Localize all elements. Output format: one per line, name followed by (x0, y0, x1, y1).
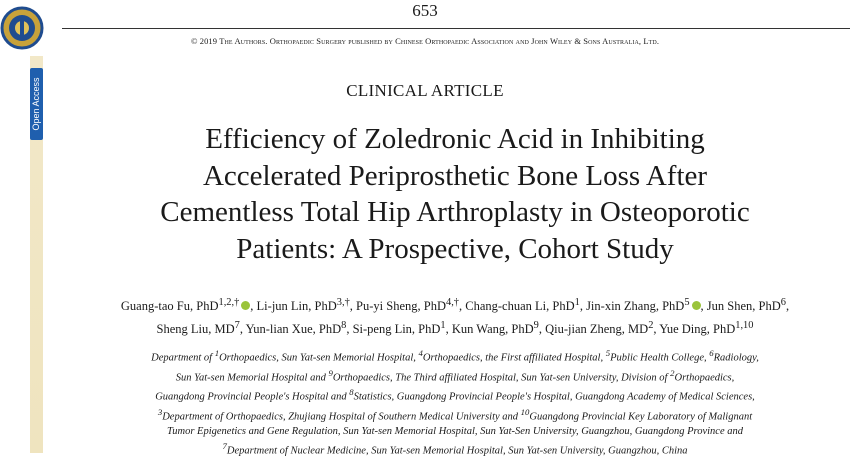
affiliation-text: Department of Nuclear Medicine, Sun Yat-sen Memorial Hospital, Sun Yat-sen University, Guangzhou, China (226, 445, 688, 457)
article-title (60, 121, 850, 267)
affiliation-line (60, 346, 850, 366)
author-name: , Li-jun Lin, PhD (250, 299, 337, 314)
affiliation-marker: 10 (520, 406, 530, 417)
affiliation-text: Department of Orthopaedics, Zhujiang Hospital of Southern Medical University and (162, 411, 521, 423)
article-type: CLINICAL ARTICLE (346, 81, 504, 100)
affiliation-text: Guangdong Provincial Key Laboratory of Malignant (529, 411, 753, 423)
affiliation-text: Statistics, Guangdong Provincial People's Hospital, Guangdong Academy of Medical Sciences, (353, 391, 755, 403)
affiliation-marker: 6 (709, 348, 714, 358)
author-separator: , (785, 299, 790, 314)
affiliation-marker: 3 (157, 406, 163, 417)
author-name: , Chang-chuan Li, PhD (459, 299, 575, 314)
title-line: Cementless Total Hip Arthroplasty in Osteoporotic (160, 196, 750, 228)
author-affiliation-marker: 9 (533, 320, 539, 332)
affiliation-text: Radiology, (713, 352, 759, 364)
copyright-line: © 2019 The Authors. Orthopaedic Surgery published by Chinese Orthopaedic Association and John Wiley & Sons Australia, Ltd. (190, 36, 660, 46)
author-affiliation-marker: 5 (684, 297, 690, 308)
author-name: , Yun-lian Xue, PhD (239, 322, 342, 337)
affiliation-line (60, 439, 850, 459)
author-name: Guang-tao Fu, PhD (120, 299, 219, 314)
author-affiliation-marker: 2 (648, 320, 654, 332)
affiliation-marker: 2 (670, 367, 675, 378)
title-line: Patients: A Prospective, Cohort Study (236, 232, 674, 265)
open-access-label: Open Access (31, 77, 41, 131)
affiliation-text: Orthopaedics, (674, 372, 735, 384)
author-affiliation-marker: 1 (440, 320, 446, 332)
title-line: Efficiency of Zoledronic Acid in Inhibiting (205, 123, 705, 155)
title-line: Accelerated Periprosthetic Bone Loss After (202, 159, 708, 192)
affiliation-marker: 5 (605, 348, 611, 358)
author-name: , Qiu-jian Zheng, MD (538, 322, 649, 337)
author-affiliation-marker: 1 (574, 297, 580, 308)
affiliation-list (60, 346, 850, 459)
author-affiliation-marker: 3,† (336, 297, 350, 308)
page-number: 653 (412, 1, 438, 20)
affiliation-text: Orthopaedics, Sun Yat-sen Memorial Hospital, (219, 352, 419, 364)
author-affiliation-marker: 6 (780, 297, 786, 308)
author-name: , Si-peng Lin, PhD (346, 322, 441, 337)
author-name: Sheng Liu, MD (156, 322, 235, 337)
affiliation-line: Tumor Epigenetics and Gene Regulation, Sun Yat-sen Memorial Hospital, Sun Yat-Sen University, Guangzhou, Guangdong Province and (166, 426, 743, 438)
affiliation-line (60, 366, 850, 386)
affiliation-marker: 4 (418, 348, 423, 358)
affiliation-marker: 9 (328, 367, 333, 378)
author-affiliation-marker: 4,† (445, 297, 459, 308)
affiliation-text: Sun Yat-sen Memorial Hospital and (175, 372, 329, 384)
orcid-icon[interactable] (241, 301, 250, 310)
affiliation-text: Department of (151, 352, 215, 364)
header-divider (62, 28, 850, 29)
author-affiliation-marker: 1,2,† (218, 297, 240, 308)
author-name: , Kun Wang, PhD (445, 322, 534, 337)
author-name: , Pu-yi Sheng, PhD (349, 299, 446, 314)
affiliation-text: Public Health College, (610, 352, 710, 364)
orcid-icon[interactable] (692, 301, 701, 310)
author-affiliation-marker: 8 (341, 320, 347, 332)
affiliation-text: Orthopaedics, The Third affiliated Hospital, Sun Yat-sen University, Division of (332, 372, 671, 384)
author-name: , Yue Ding, PhD (653, 322, 736, 337)
affiliation-marker: 8 (349, 387, 354, 398)
affiliation-line (60, 385, 850, 405)
author-list (60, 293, 850, 339)
author-line (60, 293, 850, 316)
author-line (60, 316, 850, 339)
affiliation-marker: 7 (222, 441, 227, 452)
affiliation-line (60, 405, 850, 425)
author-affiliation-marker: 1,10 (735, 320, 754, 332)
author-affiliation-marker: 7 (234, 320, 240, 332)
author-name: , Jun Shen, PhD (700, 299, 781, 314)
affiliation-text: Guangdong Provincial People's Hospital and (155, 391, 350, 403)
affiliation-text: Orthopaedics, the First affiliated Hospital, (422, 352, 606, 364)
author-name: , Jin-xin Zhang, PhD (579, 299, 685, 314)
affiliation-marker: 1 (214, 348, 220, 358)
